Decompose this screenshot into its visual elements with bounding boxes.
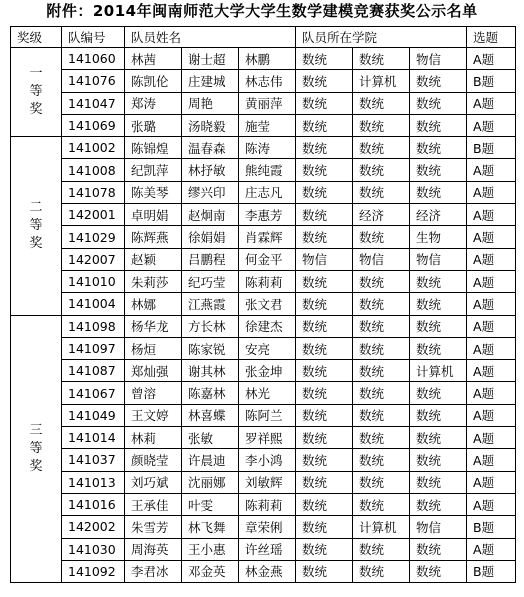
- team-no-cell: 141002: [62, 137, 125, 159]
- team-no-cell: 141010: [62, 270, 125, 292]
- member-1-cell: 卓明娟: [125, 204, 182, 226]
- member-2-cell: 林飞舞: [182, 516, 239, 538]
- team-no-cell: 142002: [62, 516, 125, 538]
- college-2-cell: 计算机: [353, 70, 410, 92]
- member-2-cell: 汤晓毅: [182, 114, 239, 136]
- college-2-cell: 数统: [353, 493, 410, 515]
- member-2-cell: 周艳: [182, 92, 239, 114]
- problem-cell: A题: [467, 48, 516, 70]
- college-2-cell: 数统: [353, 471, 410, 493]
- table-row: [11, 493, 516, 515]
- problem-cell: A题: [467, 404, 516, 426]
- problem-cell: A题: [467, 248, 516, 270]
- member-2-cell: 邓金英: [182, 560, 239, 582]
- member-1-cell: 王文婷: [125, 404, 182, 426]
- member-3-cell: 黄丽萍: [239, 92, 296, 114]
- college-2-cell: 数统: [353, 404, 410, 426]
- college-3-cell: 数统: [410, 560, 467, 582]
- member-2-cell: 张敏: [182, 427, 239, 449]
- college-3-cell: 生物: [410, 226, 467, 248]
- college-2-cell: 数统: [353, 293, 410, 315]
- award-level-char: 奖: [29, 235, 43, 251]
- problem-cell: B题: [467, 516, 516, 538]
- member-1-cell: 刘巧斌: [125, 471, 182, 493]
- member-1-cell: 陈辉燕: [125, 226, 182, 248]
- member-3-cell: 安亮: [239, 337, 296, 359]
- member-1-cell: 陈凯伦: [125, 70, 182, 92]
- member-2-cell: 方长林: [182, 315, 239, 337]
- member-3-cell: 陈莉莉: [239, 270, 296, 292]
- problem-cell: A题: [467, 493, 516, 515]
- problem-cell: A题: [467, 181, 516, 203]
- college-3-cell: 数统: [410, 181, 467, 203]
- member-1-cell: 朱雪芳: [125, 516, 182, 538]
- college-1-cell: 数统: [296, 315, 353, 337]
- problem-cell: A题: [467, 360, 516, 382]
- college-3-cell: 数统: [410, 293, 467, 315]
- award-level-char: 等: [29, 440, 43, 456]
- award-level-char: 等: [29, 217, 43, 233]
- team-no-cell: 141097: [62, 337, 125, 359]
- member-2-cell: 许晨迪: [182, 449, 239, 471]
- table-row: [11, 204, 516, 226]
- award-level-char: 三: [29, 422, 43, 438]
- member-3-cell: 林光: [239, 382, 296, 404]
- header-members: 队员姓名: [125, 27, 296, 48]
- college-3-cell: 数统: [410, 159, 467, 181]
- table-row: [11, 538, 516, 560]
- member-3-cell: 林志伟: [239, 70, 296, 92]
- team-no-cell: 141092: [62, 560, 125, 582]
- problem-cell: A题: [467, 159, 516, 181]
- problem-cell: B题: [467, 560, 516, 582]
- college-1-cell: 数统: [296, 270, 353, 292]
- college-2-cell: 数统: [353, 270, 410, 292]
- award-level-char: 一: [29, 66, 43, 82]
- member-1-cell: 王承佳: [125, 493, 182, 515]
- college-3-cell: 物信: [410, 516, 467, 538]
- college-1-cell: 数统: [296, 538, 353, 560]
- college-2-cell: 数统: [353, 315, 410, 337]
- team-no-cell: 141069: [62, 114, 125, 136]
- college-1-cell: 数统: [296, 360, 353, 382]
- member-2-cell: 王小惠: [182, 538, 239, 560]
- header-row: [11, 27, 516, 48]
- team-no-cell: 141047: [62, 92, 125, 114]
- college-1-cell: 数统: [296, 181, 353, 203]
- college-1-cell: 数统: [296, 204, 353, 226]
- college-3-cell: 数统: [410, 315, 467, 337]
- table-row: [11, 270, 516, 292]
- award-level-char: 二: [29, 199, 43, 215]
- table-row: [11, 382, 516, 404]
- college-1-cell: 数统: [296, 382, 353, 404]
- college-2-cell: 数统: [353, 159, 410, 181]
- member-2-cell: 谢士超: [182, 48, 239, 70]
- member-3-cell: 陈涛: [239, 137, 296, 159]
- college-1-cell: 数统: [296, 114, 353, 136]
- college-1-cell: 数统: [296, 226, 353, 248]
- team-no-cell: 141060: [62, 48, 125, 70]
- member-2-cell: 沈丽娜: [182, 471, 239, 493]
- college-1-cell: 数统: [296, 337, 353, 359]
- college-2-cell: 数统: [353, 181, 410, 203]
- college-2-cell: 物信: [353, 248, 410, 270]
- college-3-cell: 数统: [410, 449, 467, 471]
- college-3-cell: 物信: [410, 48, 467, 70]
- member-3-cell: 陈莉莉: [239, 493, 296, 515]
- team-no-cell: 141008: [62, 159, 125, 181]
- problem-cell: A题: [467, 293, 516, 315]
- college-3-cell: 数统: [410, 270, 467, 292]
- college-2-cell: 数统: [353, 92, 410, 114]
- college-2-cell: 数统: [353, 137, 410, 159]
- college-2-cell: 数统: [353, 360, 410, 382]
- award-level-cell: [11, 315, 62, 583]
- table-row: [11, 315, 516, 337]
- member-1-cell: 朱莉莎: [125, 270, 182, 292]
- problem-cell: B题: [467, 137, 516, 159]
- table-row: [11, 48, 516, 70]
- member-3-cell: 罗祥熙: [239, 427, 296, 449]
- member-1-cell: 林茜: [125, 48, 182, 70]
- table-row: [11, 471, 516, 493]
- table-row: [11, 114, 516, 136]
- college-2-cell: 数统: [353, 114, 410, 136]
- team-no-cell: 141067: [62, 382, 125, 404]
- problem-cell: A题: [467, 315, 516, 337]
- member-3-cell: 张金坤: [239, 360, 296, 382]
- table-row: [11, 560, 516, 582]
- table-row: [11, 516, 516, 538]
- college-3-cell: 数统: [410, 114, 467, 136]
- college-1-cell: 数统: [296, 516, 353, 538]
- table-row: [11, 159, 516, 181]
- member-1-cell: 林娜: [125, 293, 182, 315]
- college-2-cell: 经济: [353, 204, 410, 226]
- team-no-cell: 141004: [62, 293, 125, 315]
- college-1-cell: 数统: [296, 293, 353, 315]
- table-row: [11, 404, 516, 426]
- table-row: [11, 293, 516, 315]
- college-3-cell: 数统: [410, 493, 467, 515]
- college-3-cell: 数统: [410, 427, 467, 449]
- header-level: 奖级: [11, 27, 62, 48]
- table-row: [11, 137, 516, 159]
- team-no-cell: 141029: [62, 226, 125, 248]
- college-3-cell: 数统: [410, 382, 467, 404]
- member-3-cell: 许丝瑶: [239, 538, 296, 560]
- problem-cell: B题: [467, 70, 516, 92]
- team-no-cell: 141016: [62, 493, 125, 515]
- table-row: [11, 70, 516, 92]
- table-row: [11, 427, 516, 449]
- member-2-cell: 纪巧莹: [182, 270, 239, 292]
- college-1-cell: 数统: [296, 48, 353, 70]
- college-1-cell: 数统: [296, 449, 353, 471]
- award-level-cell: [11, 137, 62, 315]
- member-3-cell: 章荣俐: [239, 516, 296, 538]
- problem-cell: A题: [467, 337, 516, 359]
- page-title: 附件：2014年闽南师范大学大学生数学建模竞赛获奖公示名单: [46, 2, 478, 20]
- table-row: [11, 248, 516, 270]
- table-body: [11, 48, 516, 583]
- college-3-cell: 数统: [410, 404, 467, 426]
- college-1-cell: 数统: [296, 427, 353, 449]
- college-1-cell: 数统: [296, 159, 353, 181]
- college-1-cell: 数统: [296, 404, 353, 426]
- college-1-cell: 数统: [296, 493, 353, 515]
- table-row: [11, 449, 516, 471]
- college-3-cell: 数统: [410, 538, 467, 560]
- member-1-cell: 周海英: [125, 538, 182, 560]
- member-2-cell: 温春森: [182, 137, 239, 159]
- member-3-cell: 张文君: [239, 293, 296, 315]
- member-3-cell: 陈阿兰: [239, 404, 296, 426]
- problem-cell: A题: [467, 92, 516, 114]
- college-2-cell: 数统: [353, 48, 410, 70]
- problem-cell: A题: [467, 427, 516, 449]
- college-2-cell: 数统: [353, 560, 410, 582]
- college-3-cell: 数统: [410, 70, 467, 92]
- college-3-cell: 物信: [410, 248, 467, 270]
- member-3-cell: 庄志凡: [239, 181, 296, 203]
- member-1-cell: 郑灿强: [125, 360, 182, 382]
- team-no-cell: 141076: [62, 70, 125, 92]
- member-1-cell: 杨烜: [125, 337, 182, 359]
- team-no-cell: 141049: [62, 404, 125, 426]
- member-1-cell: 赵颖: [125, 248, 182, 270]
- member-2-cell: 叶雯: [182, 493, 239, 515]
- problem-cell: A题: [467, 382, 516, 404]
- problem-cell: A题: [467, 449, 516, 471]
- college-1-cell: 数统: [296, 92, 353, 114]
- award-level-char: 奖: [29, 458, 43, 474]
- college-2-cell: 数统: [353, 538, 410, 560]
- member-3-cell: 施莹: [239, 114, 296, 136]
- college-3-cell: 计算机: [410, 360, 467, 382]
- member-1-cell: 陈美琴: [125, 181, 182, 203]
- college-2-cell: 数统: [353, 449, 410, 471]
- college-3-cell: 数统: [410, 137, 467, 159]
- problem-cell: A题: [467, 471, 516, 493]
- team-no-cell: 141013: [62, 471, 125, 493]
- member-3-cell: 林鹏: [239, 48, 296, 70]
- member-2-cell: 林喜蝶: [182, 404, 239, 426]
- college-3-cell: 经济: [410, 204, 467, 226]
- college-3-cell: 数统: [410, 337, 467, 359]
- member-2-cell: 吕鹏程: [182, 248, 239, 270]
- table-row: [11, 181, 516, 203]
- table-row: [11, 226, 516, 248]
- problem-cell: A题: [467, 538, 516, 560]
- member-1-cell: 纪凯萍: [125, 159, 182, 181]
- member-2-cell: 庄建城: [182, 70, 239, 92]
- award-level-char: 等: [29, 84, 43, 100]
- member-2-cell: 谢其林: [182, 360, 239, 382]
- member-1-cell: 林莉: [125, 427, 182, 449]
- header-team-no: 队编号: [62, 27, 125, 48]
- member-1-cell: 颜晓莹: [125, 449, 182, 471]
- award-level-cell: [11, 48, 62, 137]
- team-no-cell: 141087: [62, 360, 125, 382]
- member-2-cell: 江燕霞: [182, 293, 239, 315]
- team-no-cell: 142001: [62, 204, 125, 226]
- problem-cell: A题: [467, 204, 516, 226]
- college-1-cell: 数统: [296, 70, 353, 92]
- award-table: [10, 26, 516, 583]
- member-3-cell: 林金燕: [239, 560, 296, 582]
- award-level-char: 奖: [29, 102, 43, 118]
- table-row: [11, 92, 516, 114]
- member-2-cell: 陈家锐: [182, 337, 239, 359]
- member-1-cell: 李君冰: [125, 560, 182, 582]
- header-colleges: 队员所在学院: [296, 27, 467, 48]
- member-2-cell: 缪兴印: [182, 181, 239, 203]
- college-1-cell: 数统: [296, 471, 353, 493]
- member-3-cell: 李惠芳: [239, 204, 296, 226]
- member-3-cell: 徐建杰: [239, 315, 296, 337]
- college-2-cell: 数统: [353, 382, 410, 404]
- member-2-cell: 陈嘉林: [182, 382, 239, 404]
- problem-cell: A题: [467, 114, 516, 136]
- college-1-cell: 数统: [296, 560, 353, 582]
- team-no-cell: 141014: [62, 427, 125, 449]
- team-no-cell: 141078: [62, 181, 125, 203]
- member-3-cell: 熊纯霞: [239, 159, 296, 181]
- header-problem: 选题: [467, 27, 516, 48]
- member-3-cell: 肖霖辉: [239, 226, 296, 248]
- member-3-cell: 刘敏辉: [239, 471, 296, 493]
- member-1-cell: 陈锦煌: [125, 137, 182, 159]
- team-no-cell: 141098: [62, 315, 125, 337]
- member-1-cell: 杨华龙: [125, 315, 182, 337]
- team-no-cell: 141030: [62, 538, 125, 560]
- college-1-cell: 物信: [296, 248, 353, 270]
- member-2-cell: 赵炯南: [182, 204, 239, 226]
- team-no-cell: 142007: [62, 248, 125, 270]
- member-3-cell: 何金平: [239, 248, 296, 270]
- college-2-cell: 计算机: [353, 516, 410, 538]
- member-2-cell: 林抒敏: [182, 159, 239, 181]
- college-1-cell: 数统: [296, 137, 353, 159]
- college-2-cell: 数统: [353, 337, 410, 359]
- member-2-cell: 徐娟娟: [182, 226, 239, 248]
- member-3-cell: 李小鸿: [239, 449, 296, 471]
- table-row: [11, 360, 516, 382]
- college-3-cell: 数统: [410, 92, 467, 114]
- college-2-cell: 数统: [353, 226, 410, 248]
- college-3-cell: 数统: [410, 471, 467, 493]
- member-1-cell: 曾溶: [125, 382, 182, 404]
- problem-cell: A题: [467, 270, 516, 292]
- team-no-cell: 141037: [62, 449, 125, 471]
- college-2-cell: 数统: [353, 427, 410, 449]
- member-1-cell: 郑涛: [125, 92, 182, 114]
- table-row: [11, 337, 516, 359]
- problem-cell: A题: [467, 226, 516, 248]
- member-1-cell: 张璐: [125, 114, 182, 136]
